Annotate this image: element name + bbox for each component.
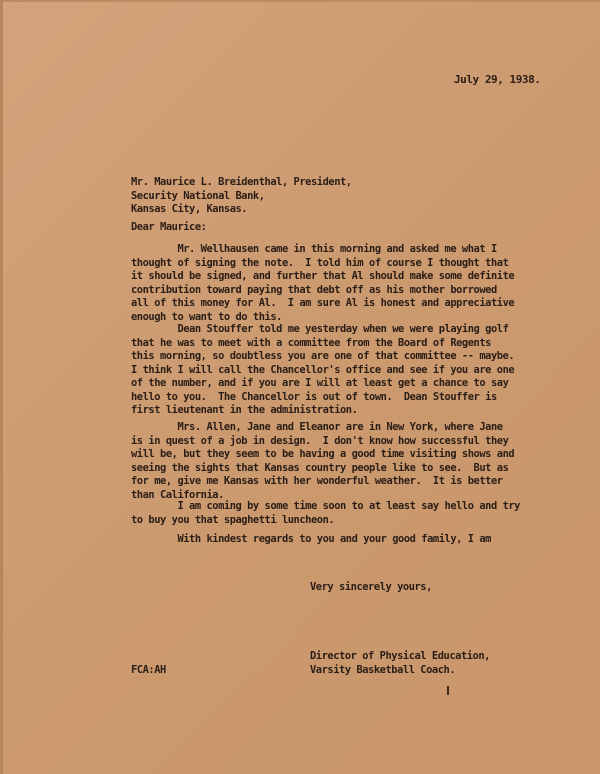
body-line: enough to want to do this. <box>131 310 282 323</box>
body-line: that he was to meet with a committee from the Board of Regents <box>131 336 491 349</box>
recipient-line: Kansas City, Kansas. <box>131 203 248 215</box>
body-line: With kindest regards to you and your good family, I am <box>131 533 491 545</box>
typist-initials: FCA:AH <box>131 664 166 676</box>
body-paragraph-5 <box>131 533 491 547</box>
body-line: to buy you that spaghetti luncheon. <box>131 513 335 526</box>
body-paragraph-3 <box>131 421 514 502</box>
ink-mark <box>447 686 449 695</box>
body-line: is in quest of a job in design. I don't know how successful they <box>131 434 509 447</box>
body-line: hello to you. The Chancellor is out of town. Dean Stouffer is <box>131 390 497 403</box>
body-line: first lieutenant in the administration. <box>131 404 358 416</box>
body-line: all of this money for Al. I am sure Al is honest and appreciative <box>131 297 515 309</box>
recipient-line: Mr. Maurice L. Breidenthal, President, <box>131 176 352 188</box>
body-line: Mrs. Allen, Jane and Eleanor are in New York, where Jane <box>131 421 503 433</box>
body-paragraph-4 <box>131 500 520 527</box>
salutation: Dear Maurice: <box>131 221 207 233</box>
body-line: this morning, so doubtless you are one of that committee -- maybe. <box>131 350 515 362</box>
recipient-address <box>131 176 352 217</box>
body-line: I am coming by some time soon to at least say hello and try <box>131 500 520 512</box>
body-line: I think I will call the Chancellor's office and see if you are one <box>131 363 515 376</box>
body-line: it should be signed, and further that Al should make some definite <box>131 270 515 282</box>
body-paragraph-1 <box>131 243 514 324</box>
recipient-line: Security National Bank, <box>131 189 265 202</box>
signature-line: Varsity Basketball Coach. <box>310 663 456 676</box>
complimentary-closing: Very sincerely yours, <box>310 581 432 593</box>
body-line: for me, give me Kansas with her wonderful weather. It is better <box>131 475 503 487</box>
body-line: Mr. Wellhausen came in this morning and asked me what I <box>131 243 497 255</box>
body-line: Dean Stouffer told me yesterday when we were playing golf <box>131 323 509 335</box>
letter-date: July 29, 1938. <box>454 73 541 86</box>
body-paragraph-2 <box>131 323 514 418</box>
body-line: seeing the sights that Kansas country people like to see. But as <box>131 461 509 474</box>
signature-block <box>310 650 490 677</box>
body-line: will be, but they seem to be having a good time visiting shows and <box>131 448 515 460</box>
signature-line: Director of Physical Education, <box>310 650 490 662</box>
body-line: thought of signing the note. I told him of course I thought that <box>131 256 509 269</box>
body-line: of the number, and if you are I will at least get a chance to say <box>131 377 509 389</box>
body-line: contribution toward paying that debt off as his mother borrowed <box>131 283 497 296</box>
body-line: than California. <box>131 488 224 501</box>
